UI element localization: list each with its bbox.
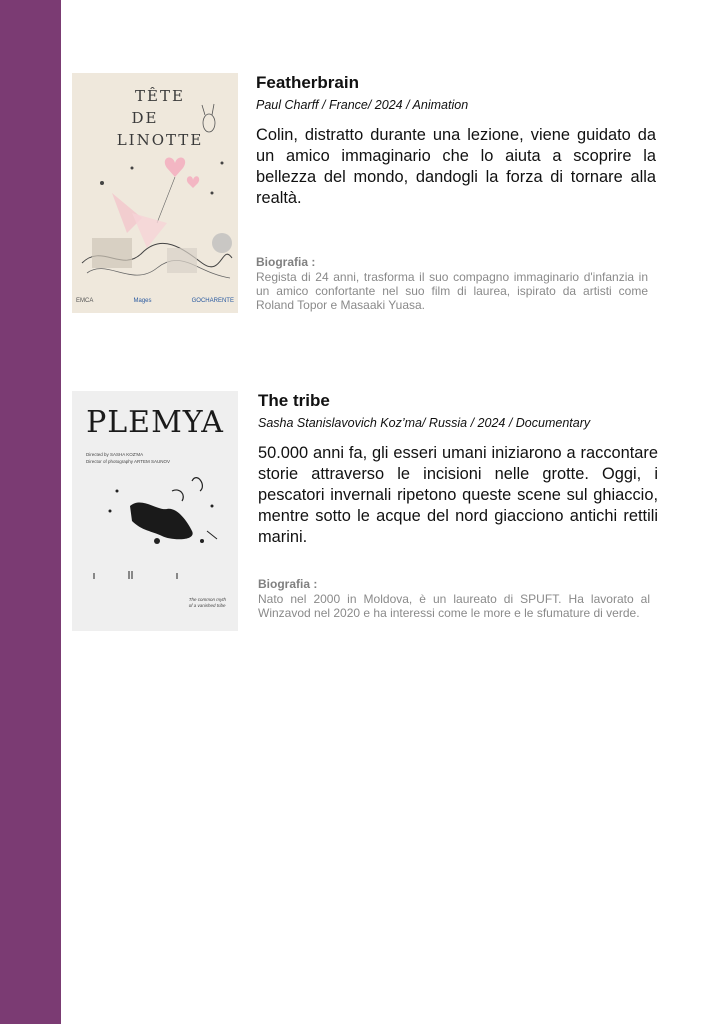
film-title: Featherbrain xyxy=(256,73,359,92)
poster-title: PLEMYA xyxy=(86,405,224,440)
film-meta: Sasha Stanislavovich Koz’ma/ Russia / 2024 / Documentary xyxy=(258,416,591,430)
poster-title: TÊTE DE LINOTTE xyxy=(116,87,204,149)
poster-illustration xyxy=(72,73,238,313)
film-title: The tribe xyxy=(258,391,330,410)
bio-label: Biografia : xyxy=(258,577,318,591)
entry-text xyxy=(256,73,656,312)
film-entry-featherbrain xyxy=(72,73,662,318)
poster-credits: Directed by SASHA KOZ'MA Director of photography ARTEM SAUNOV xyxy=(86,452,170,464)
poster-the-tribe xyxy=(72,391,238,631)
sidebar-band xyxy=(0,0,61,1024)
poster-illustration xyxy=(72,391,238,631)
film-biography xyxy=(258,577,650,620)
poster-logos xyxy=(76,295,234,307)
entry-text xyxy=(258,391,658,620)
film-synopsis: Colin, distratto durante una lezione, viene guidato da un amico immaginario che lo aiuta a scoprire la bellezza del mondo, dandogli la forza di tornare alla realtà. xyxy=(256,126,656,207)
film-entry-the-tribe xyxy=(72,391,662,636)
poster-featherbrain xyxy=(72,73,238,313)
film-meta: Paul Charff / France/ 2024 / Animation xyxy=(256,98,469,112)
bio-text: Nato nel 2000 in Moldova, è un laureato di SPUFT. Ha lavorato al Winzavod nel 2020 e ha interessi come le more e le sfumature di verde. xyxy=(258,592,650,620)
bio-text: Regista di 24 anni, trasforma il suo compagno immaginario d'infanzia in un amico confortante nel suo film di laurea, ispirato da artisti come Roland Topor e Masaaki Yuasa. xyxy=(256,270,648,312)
logo-emca: EMCA xyxy=(76,298,94,304)
bio-label: Biografia : xyxy=(256,255,316,269)
poster-footer: The common myth of a vanished tribe xyxy=(188,597,226,608)
film-synopsis: 50.000 anni fa, gli esseri umani iniziarono a raccontare storie attraverso le incisioni nelle grotte. Oggi, i pescatori invernali ripetono queste scene sul ghiaccio, mentre sotto le acque del nord giacciono antichi rettili marini. xyxy=(258,444,658,546)
logo-gocharente: GOCHARENTE xyxy=(191,298,234,304)
film-biography xyxy=(256,255,648,312)
logo-mages: Mages xyxy=(133,298,152,304)
